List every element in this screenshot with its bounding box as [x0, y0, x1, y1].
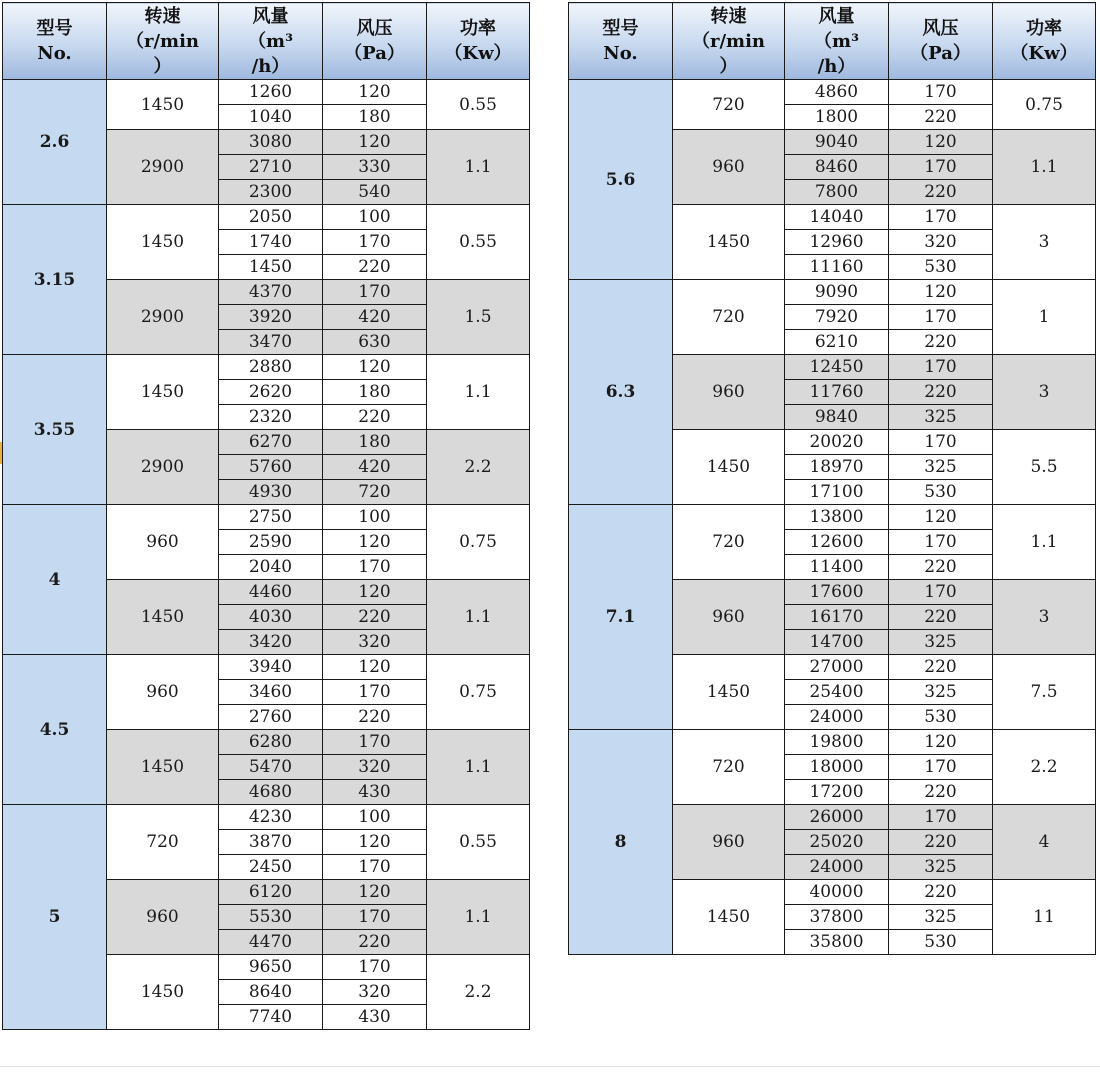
pressure-cell: 170	[889, 580, 993, 605]
pressure-cell: 330	[323, 155, 427, 180]
airflow-cell: 40000	[785, 880, 889, 905]
airflow-cell: 4230	[219, 805, 323, 830]
pressure-cell: 530	[889, 930, 993, 955]
airflow-cell: 26000	[785, 805, 889, 830]
airflow-cell: 2710	[219, 155, 323, 180]
power-cell: 11	[993, 880, 1096, 955]
header-pressure	[889, 3, 993, 80]
airflow-cell: 11760	[785, 380, 889, 405]
pressure-cell: 100	[323, 805, 427, 830]
pressure-cell: 220	[889, 655, 993, 680]
pressure-cell: 100	[323, 505, 427, 530]
header-airflow-unit: （m³	[248, 30, 293, 52]
airflow-cell: 17200	[785, 780, 889, 805]
pressure-cell: 170	[889, 205, 993, 230]
sheet-gridline	[0, 1066, 1100, 1067]
power-cell: 2.2	[427, 955, 530, 1030]
pressure-cell: 220	[323, 255, 427, 280]
header-airflow	[219, 3, 323, 80]
airflow-cell: 3870	[219, 830, 323, 855]
header-power-unit: （Kw）	[1010, 43, 1078, 64]
model-number-cell: 2.6	[3, 80, 107, 205]
pressure-cell: 180	[323, 380, 427, 405]
power-cell: 3	[993, 355, 1096, 430]
table-row	[3, 80, 530, 105]
table-row	[3, 655, 530, 680]
pressure-cell: 170	[323, 955, 427, 980]
pressure-cell: 120	[889, 505, 993, 530]
pressure-cell: 220	[889, 830, 993, 855]
power-cell: 0.75	[993, 80, 1096, 130]
power-cell: 1.1	[993, 505, 1096, 580]
pressure-cell: 220	[889, 380, 993, 405]
header-pressure-cn: 风压	[356, 18, 393, 39]
pressure-cell: 430	[323, 1005, 427, 1030]
airflow-cell: 18000	[785, 755, 889, 780]
airflow-cell: 25400	[785, 680, 889, 705]
header-power-cn: 功率	[1026, 18, 1062, 39]
header-speed	[673, 3, 785, 80]
model-number-cell: 4.5	[3, 655, 107, 805]
pressure-cell: 120	[323, 130, 427, 155]
pressure-cell: 170	[889, 80, 993, 105]
airflow-cell: 2760	[219, 705, 323, 730]
speed-cell: 960	[673, 805, 785, 880]
speed-cell: 960	[107, 505, 219, 580]
airflow-cell: 6120	[219, 880, 323, 905]
pressure-cell: 170	[323, 230, 427, 255]
airflow-cell: 13800	[785, 505, 889, 530]
pressure-cell: 530	[889, 480, 993, 505]
airflow-cell: 1260	[219, 80, 323, 105]
pressure-cell: 170	[889, 805, 993, 830]
airflow-cell: 17100	[785, 480, 889, 505]
pressure-cell: 120	[889, 730, 993, 755]
airflow-cell: 5760	[219, 455, 323, 480]
power-cell: 0.55	[427, 80, 530, 130]
pressure-cell: 170	[889, 305, 993, 330]
header-power	[427, 3, 530, 80]
power-cell: 1.5	[427, 280, 530, 355]
pressure-cell: 170	[889, 355, 993, 380]
airflow-cell: 7740	[219, 1005, 323, 1030]
speed-cell: 1450	[673, 430, 785, 505]
pressure-cell: 170	[323, 905, 427, 930]
airflow-cell: 2750	[219, 505, 323, 530]
model-number-cell: 5	[3, 805, 107, 1030]
header-pressure-cn: 风压	[922, 18, 959, 39]
airflow-cell: 37800	[785, 905, 889, 930]
pressure-cell: 220	[889, 780, 993, 805]
header-speed	[107, 3, 219, 80]
pressure-cell: 120	[323, 355, 427, 380]
spec-table-left-body	[3, 80, 530, 1030]
speed-cell: 2900	[107, 430, 219, 505]
airflow-cell: 4030	[219, 605, 323, 630]
table-row	[569, 505, 1096, 530]
power-cell: 2.2	[427, 430, 530, 505]
pressure-cell: 720	[323, 480, 427, 505]
speed-cell: 1450	[107, 355, 219, 430]
power-cell: 1	[993, 280, 1096, 355]
pressure-cell: 325	[889, 405, 993, 430]
airflow-cell: 8640	[219, 980, 323, 1005]
pressure-cell: 120	[323, 80, 427, 105]
airflow-cell: 12600	[785, 530, 889, 555]
pressure-cell: 320	[323, 755, 427, 780]
header-model	[569, 3, 673, 80]
airflow-cell: 9840	[785, 405, 889, 430]
airflow-cell: 27000	[785, 655, 889, 680]
airflow-cell: 25020	[785, 830, 889, 855]
speed-cell: 1450	[107, 80, 219, 130]
speed-cell: 1450	[107, 580, 219, 655]
airflow-cell: 1450	[219, 255, 323, 280]
speed-cell: 720	[673, 280, 785, 355]
header-power-unit: （Kw）	[444, 43, 512, 64]
airflow-cell: 3080	[219, 130, 323, 155]
airflow-cell: 14040	[785, 205, 889, 230]
header-pressure	[323, 3, 427, 80]
power-cell: 0.75	[427, 505, 530, 580]
pressure-cell: 170	[323, 855, 427, 880]
model-number-cell: 4	[3, 505, 107, 655]
pressure-cell: 325	[889, 905, 993, 930]
pressure-cell: 220	[889, 330, 993, 355]
airflow-cell: 35800	[785, 930, 889, 955]
airflow-cell: 2300	[219, 180, 323, 205]
airflow-cell: 8460	[785, 155, 889, 180]
pressure-cell: 220	[889, 180, 993, 205]
airflow-cell: 4680	[219, 780, 323, 805]
header-pressure-unit: （Pa）	[344, 43, 405, 64]
pressure-cell: 630	[323, 330, 427, 355]
table-row	[3, 505, 530, 530]
table-row	[3, 205, 530, 230]
airflow-cell: 12450	[785, 355, 889, 380]
power-cell: 1.1	[427, 580, 530, 655]
spec-table-left	[2, 2, 530, 1030]
model-number-cell: 3.15	[3, 205, 107, 355]
header-power-cn: 功率	[460, 18, 496, 39]
pressure-cell: 180	[323, 430, 427, 455]
pressure-cell: 120	[323, 530, 427, 555]
pressure-cell: 220	[323, 405, 427, 430]
airflow-cell: 16170	[785, 605, 889, 630]
table-header-row	[569, 3, 1096, 80]
power-cell: 1.1	[993, 130, 1096, 205]
power-cell: 7.5	[993, 655, 1096, 730]
model-number-cell: 8	[569, 730, 673, 955]
airflow-cell: 6270	[219, 430, 323, 455]
pressure-cell: 325	[889, 455, 993, 480]
airflow-cell: 1740	[219, 230, 323, 255]
pressure-cell: 320	[323, 980, 427, 1005]
speed-cell: 1450	[107, 205, 219, 280]
airflow-cell: 11400	[785, 555, 889, 580]
speed-cell: 1450	[673, 205, 785, 280]
airflow-cell: 3460	[219, 680, 323, 705]
speed-cell: 960	[107, 880, 219, 955]
pressure-cell: 325	[889, 630, 993, 655]
pressure-cell: 170	[323, 280, 427, 305]
pressure-cell: 220	[323, 705, 427, 730]
table-row	[3, 355, 530, 380]
pressure-cell: 420	[323, 305, 427, 330]
table-row	[569, 80, 1096, 105]
airflow-cell: 20020	[785, 430, 889, 455]
model-number-cell: 7.1	[569, 505, 673, 730]
airflow-cell: 5470	[219, 755, 323, 780]
model-number-cell: 5.6	[569, 80, 673, 280]
airflow-cell: 2590	[219, 530, 323, 555]
pressure-cell: 220	[889, 605, 993, 630]
speed-cell: 1450	[107, 955, 219, 1030]
header-speed-cn: 转速	[710, 5, 747, 27]
pressure-cell: 220	[889, 880, 993, 905]
pressure-cell: 170	[323, 730, 427, 755]
pressure-cell: 320	[323, 630, 427, 655]
pressure-cell: 120	[323, 580, 427, 605]
pressure-cell: 170	[889, 430, 993, 455]
speed-cell: 720	[673, 80, 785, 130]
header-speed-cn: 转速	[144, 5, 181, 27]
pressure-cell: 170	[889, 155, 993, 180]
power-cell: 1.1	[427, 880, 530, 955]
airflow-cell: 17600	[785, 580, 889, 605]
airflow-cell: 12960	[785, 230, 889, 255]
header-airflow-unit: （m³	[814, 30, 859, 52]
airflow-cell: 3920	[219, 305, 323, 330]
power-cell: 3	[993, 580, 1096, 655]
airflow-cell: 3470	[219, 330, 323, 355]
airflow-cell: 6280	[219, 730, 323, 755]
airflow-cell: 7800	[785, 180, 889, 205]
header-power	[993, 3, 1096, 80]
airflow-cell: 4930	[219, 480, 323, 505]
table-row	[569, 730, 1096, 755]
pressure-cell: 170	[889, 755, 993, 780]
table-row	[569, 280, 1096, 305]
speed-cell: 1450	[673, 655, 785, 730]
table-header-row	[3, 3, 530, 80]
pressure-cell: 325	[889, 680, 993, 705]
airflow-cell: 2450	[219, 855, 323, 880]
airflow-cell: 9090	[785, 280, 889, 305]
spec-table-right	[568, 2, 1096, 955]
power-cell: 0.55	[427, 205, 530, 280]
pressure-cell: 170	[323, 555, 427, 580]
power-cell: 2.2	[993, 730, 1096, 805]
header-speed-unit: （r/min	[691, 30, 766, 52]
pressure-cell: 540	[323, 180, 427, 205]
airflow-cell: 11160	[785, 255, 889, 280]
header-airflow-cn: 风量	[818, 5, 855, 27]
pressure-cell: 220	[889, 105, 993, 130]
spec-table-right-body	[569, 80, 1096, 955]
model-number-cell: 3.55	[3, 355, 107, 505]
pressure-cell: 420	[323, 455, 427, 480]
pressure-cell: 430	[323, 780, 427, 805]
airflow-cell: 6210	[785, 330, 889, 355]
power-cell: 0.75	[427, 655, 530, 730]
speed-cell: 960	[673, 355, 785, 430]
airflow-cell: 14700	[785, 630, 889, 655]
header-model-en: No.	[603, 43, 638, 64]
header-speed-unit-close: ）	[153, 55, 172, 77]
model-number-cell: 6.3	[569, 280, 673, 505]
airflow-cell: 7920	[785, 305, 889, 330]
airflow-cell: 2880	[219, 355, 323, 380]
pressure-cell: 530	[889, 255, 993, 280]
speed-cell: 720	[673, 505, 785, 580]
power-cell: 1.1	[427, 355, 530, 430]
header-model-cn: 型号	[602, 18, 639, 39]
pressure-cell: 220	[889, 555, 993, 580]
speed-cell: 2900	[107, 130, 219, 205]
airflow-cell: 1800	[785, 105, 889, 130]
airflow-cell: 1040	[219, 105, 323, 130]
header-speed-unit-close: ）	[719, 55, 738, 77]
airflow-cell: 24000	[785, 855, 889, 880]
power-cell: 0.55	[427, 805, 530, 880]
speed-cell: 720	[107, 805, 219, 880]
pressure-cell: 320	[889, 230, 993, 255]
pressure-cell: 120	[323, 830, 427, 855]
airflow-cell: 4470	[219, 930, 323, 955]
airflow-cell: 2320	[219, 405, 323, 430]
speed-cell: 720	[673, 730, 785, 805]
airflow-cell: 2040	[219, 555, 323, 580]
header-airflow	[785, 3, 889, 80]
pressure-cell: 120	[889, 280, 993, 305]
header-model-en: No.	[37, 43, 72, 64]
airflow-cell: 4370	[219, 280, 323, 305]
airflow-cell: 2620	[219, 380, 323, 405]
table-row	[3, 805, 530, 830]
airflow-cell: 24000	[785, 705, 889, 730]
header-model	[3, 3, 107, 80]
power-cell: 4	[993, 805, 1096, 880]
speed-cell: 1450	[673, 880, 785, 955]
speed-cell: 960	[107, 655, 219, 730]
speed-cell: 960	[673, 130, 785, 205]
airflow-cell: 4860	[785, 80, 889, 105]
power-cell: 3	[993, 205, 1096, 280]
pressure-cell: 100	[323, 205, 427, 230]
pressure-cell: 170	[323, 680, 427, 705]
header-airflow-cn: 风量	[252, 5, 289, 27]
header-speed-unit: （r/min	[125, 30, 200, 52]
header-airflow-unit-close: /h）	[251, 55, 290, 77]
pressure-cell: 530	[889, 705, 993, 730]
pressure-cell: 220	[323, 605, 427, 630]
airflow-cell: 3940	[219, 655, 323, 680]
speed-cell: 1450	[107, 730, 219, 805]
airflow-cell: 4460	[219, 580, 323, 605]
header-pressure-unit: （Pa）	[910, 43, 971, 64]
speed-cell: 960	[673, 580, 785, 655]
header-airflow-unit-close: /h）	[817, 55, 856, 77]
pressure-cell: 325	[889, 855, 993, 880]
pressure-cell: 180	[323, 105, 427, 130]
airflow-cell: 9650	[219, 955, 323, 980]
pressure-cell: 120	[323, 655, 427, 680]
airflow-cell: 5530	[219, 905, 323, 930]
pressure-cell: 120	[889, 130, 993, 155]
pressure-cell: 220	[323, 930, 427, 955]
pressure-cell: 120	[323, 880, 427, 905]
speed-cell: 2900	[107, 280, 219, 355]
airflow-cell: 3420	[219, 630, 323, 655]
pressure-cell: 170	[889, 530, 993, 555]
airflow-cell: 9040	[785, 130, 889, 155]
airflow-cell: 19800	[785, 730, 889, 755]
power-cell: 1.1	[427, 730, 530, 805]
power-cell: 1.1	[427, 130, 530, 205]
power-cell: 5.5	[993, 430, 1096, 505]
header-model-cn: 型号	[36, 18, 73, 39]
airflow-cell: 2050	[219, 205, 323, 230]
airflow-cell: 18970	[785, 455, 889, 480]
